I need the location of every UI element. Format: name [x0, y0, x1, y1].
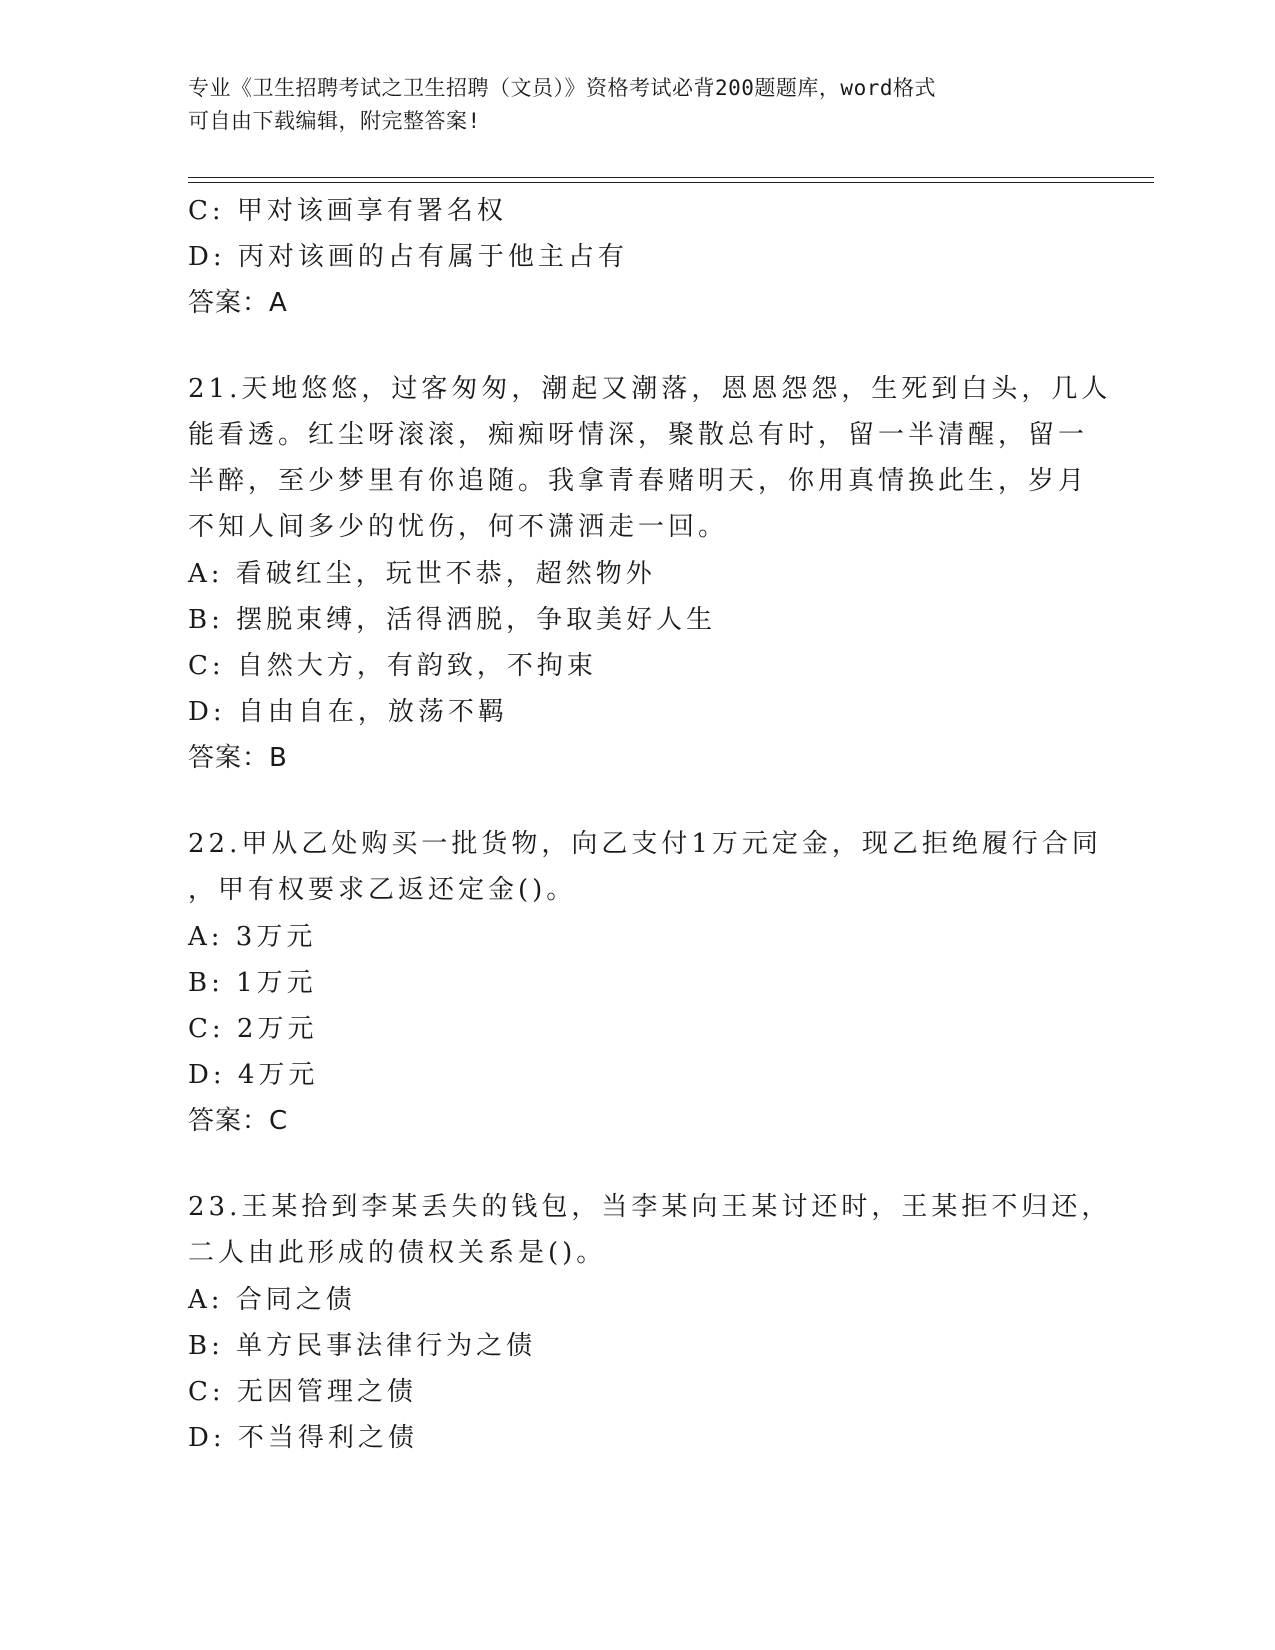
option-b: B: 1万元: [188, 968, 317, 998]
question-stem-line: ，甲有权要求乙返还定金()。: [188, 875, 577, 905]
option-c: C: 2万元: [188, 1014, 318, 1044]
option-d: D: 4万元: [188, 1060, 319, 1090]
question-stem-line: 23.王某拾到李某丢失的钱包，当李某向王某讨还时，王某拒不归还，: [188, 1192, 1112, 1222]
question-continued: [188, 188, 1088, 326]
header-divider-top: [188, 177, 1154, 178]
answer-line: 答案：B: [188, 743, 288, 773]
option-a: A: 合同之债: [188, 1285, 356, 1315]
header-divider-bottom: [188, 182, 1154, 183]
answer-line: 答案：C: [188, 1106, 289, 1136]
question-stem-line: 半醉，至少梦里有你追随。我拿青春赌明天，你用真情换此生，岁月: [188, 466, 1089, 496]
header-title-line-1: 专业《卫生招聘考试之卫生招聘（文员）》资格考试必背200题题库，word格式: [188, 76, 936, 100]
option-b: B: 摆脱束缚，活得洒脱，争取美好人生: [188, 605, 717, 635]
option-c: C: 无因管理之债: [188, 1377, 417, 1407]
option-d: D: 丙对该画的占有属于他主占有: [188, 242, 628, 272]
question-stem-line: 不知人间多少的忧伤，何不潇洒走一回。: [188, 512, 729, 542]
question-stem-line: 22.甲从乙处购买一批货物，向乙支付1万元定金，现乙拒绝履行合同: [188, 829, 1102, 859]
header-title-line-2: 可自由下载编辑，附完整答案!: [188, 109, 481, 133]
question-23: [188, 1185, 1112, 1461]
question-22: [188, 822, 1102, 1144]
spacer: [188, 781, 1088, 822]
question-stem-line: 能看透。红尘呀滚滚，痴痴呀情深，聚散总有时，留一半清醒，留一: [188, 420, 1089, 450]
document-header: [188, 72, 1068, 138]
spacer: [188, 326, 1088, 367]
option-c: C: 甲对该画享有署名权: [188, 196, 507, 226]
question-21: [188, 367, 1112, 781]
option-d: D: 不当得利之债: [188, 1423, 418, 1453]
option-d: D: 自由自在，放荡不羁: [188, 697, 508, 727]
document-body: [188, 188, 1112, 1461]
option-a: A: 看破红尘，玩世不恭，超然物外: [188, 559, 656, 589]
option-b: B: 单方民事法律行为之债: [188, 1331, 537, 1361]
answer-line: 答案：A: [188, 288, 288, 318]
question-stem-line: 二人由此形成的债权关系是()。: [188, 1238, 607, 1268]
option-c: C: 自然大方，有韵致，不拘束: [188, 651, 597, 681]
option-a: A: 3万元: [188, 922, 317, 952]
spacer: [188, 1144, 1088, 1185]
question-stem-line: 21.天地悠悠，过客匆匆，潮起又潮落，恩恩怨怨，生死到白头，几人: [188, 374, 1112, 404]
